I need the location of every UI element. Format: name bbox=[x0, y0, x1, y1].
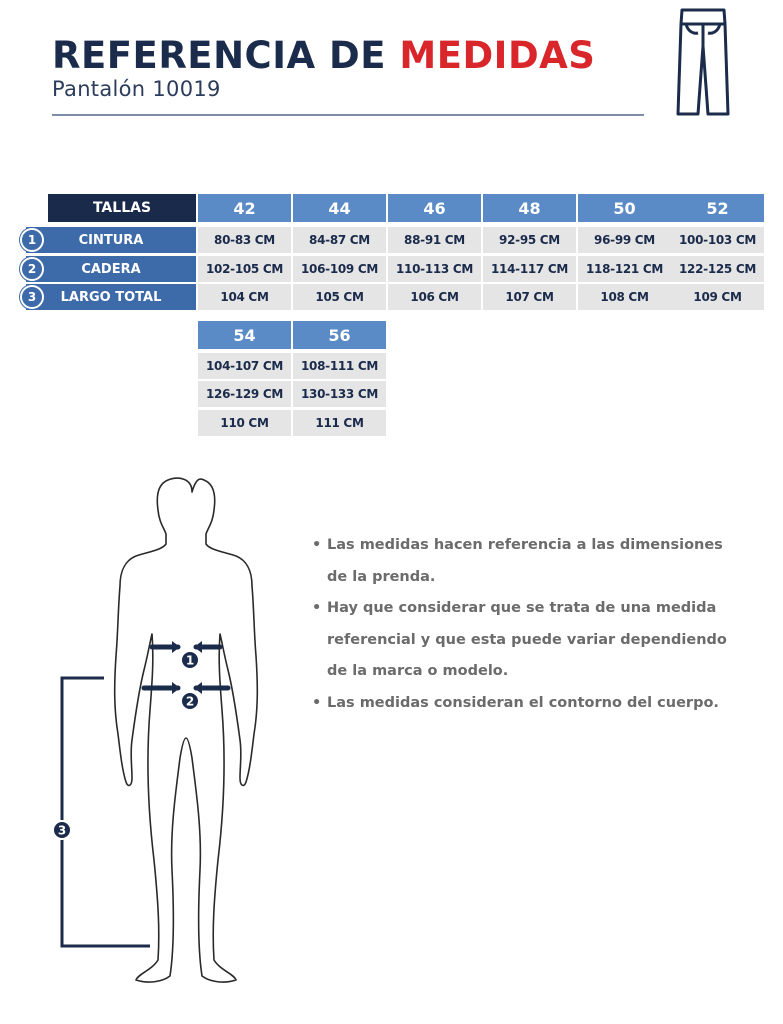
size-value-cell: 96-99 CM bbox=[578, 227, 671, 253]
size-value-cell: 108 CM bbox=[578, 284, 671, 310]
size-value-cell: 84-87 CM bbox=[293, 227, 386, 253]
size-value-cell: 102-105 CM bbox=[198, 256, 291, 282]
notes-list bbox=[312, 530, 752, 719]
size-value-cell: 126-129 CM bbox=[198, 381, 291, 407]
page-title bbox=[52, 34, 646, 78]
size-header-52: 52 bbox=[671, 194, 764, 222]
row-label-1: CINTURA bbox=[26, 227, 196, 253]
size-value-cell: 107 CM bbox=[483, 284, 576, 310]
size-value-cell: 108-111 CM bbox=[293, 353, 386, 379]
header-divider bbox=[52, 114, 644, 116]
size-header-48: 48 bbox=[483, 194, 576, 222]
size-value-cell: 110-113 CM bbox=[388, 256, 481, 282]
size-value-cell: 109 CM bbox=[671, 284, 764, 310]
marker-1: 1 bbox=[185, 653, 195, 668]
human-body-outline-icon bbox=[40, 470, 320, 990]
size-value-cell: 105 CM bbox=[293, 284, 386, 310]
pants-icon bbox=[676, 6, 730, 118]
title-accent: MEDIDAS bbox=[399, 34, 596, 77]
row-number-badge: 1 bbox=[20, 228, 44, 252]
size-value-cell: 122-125 CM bbox=[671, 256, 764, 282]
marker-3: 3 bbox=[57, 823, 67, 838]
size-header-50: 50 bbox=[578, 194, 671, 222]
size-value-cell: 114-117 CM bbox=[483, 256, 576, 282]
note-item: • Las medidas hacen referencia a las dimensiones de la prenda. bbox=[312, 537, 723, 585]
title-main: REFERENCIA DE bbox=[52, 34, 386, 77]
row-number-badge: 2 bbox=[20, 257, 44, 281]
tallas-header: TALLAS bbox=[48, 194, 196, 222]
size-header-54: 54 bbox=[198, 321, 291, 349]
size-value-cell: 92-95 CM bbox=[483, 227, 576, 253]
size-header-56: 56 bbox=[293, 321, 386, 349]
size-value-cell: 100-103 CM bbox=[671, 227, 764, 253]
page-subtitle: Pantalón 10019 bbox=[52, 77, 221, 101]
row-label-3: LARGO TOTAL bbox=[26, 284, 196, 310]
size-value-cell: 106 CM bbox=[388, 284, 481, 310]
size-value-cell: 110 CM bbox=[198, 410, 291, 436]
row-number-badge: 3 bbox=[20, 285, 44, 309]
size-value-cell: 80-83 CM bbox=[198, 227, 291, 253]
size-value-cell: 111 CM bbox=[293, 410, 386, 436]
header bbox=[52, 34, 646, 103]
note-item: • Hay que considerar que se trata de una medida referencial y que esta puede variar dependiendo de la marca o modelo. bbox=[312, 600, 727, 679]
marker-2: 2 bbox=[185, 694, 195, 709]
size-value-cell: 104-107 CM bbox=[198, 353, 291, 379]
size-value-cell: 88-91 CM bbox=[388, 227, 481, 253]
size-header-44: 44 bbox=[293, 194, 386, 222]
size-header-46: 46 bbox=[388, 194, 481, 222]
size-value-cell: 130-133 CM bbox=[293, 381, 386, 407]
size-header-42: 42 bbox=[198, 194, 291, 222]
size-value-cell: 118-121 CM bbox=[578, 256, 671, 282]
size-value-cell: 104 CM bbox=[198, 284, 291, 310]
size-value-cell: 106-109 CM bbox=[293, 256, 386, 282]
note-item: • Las medidas consideran el contorno del cuerpo. bbox=[312, 694, 719, 711]
row-label-2: CADERA bbox=[26, 256, 196, 282]
